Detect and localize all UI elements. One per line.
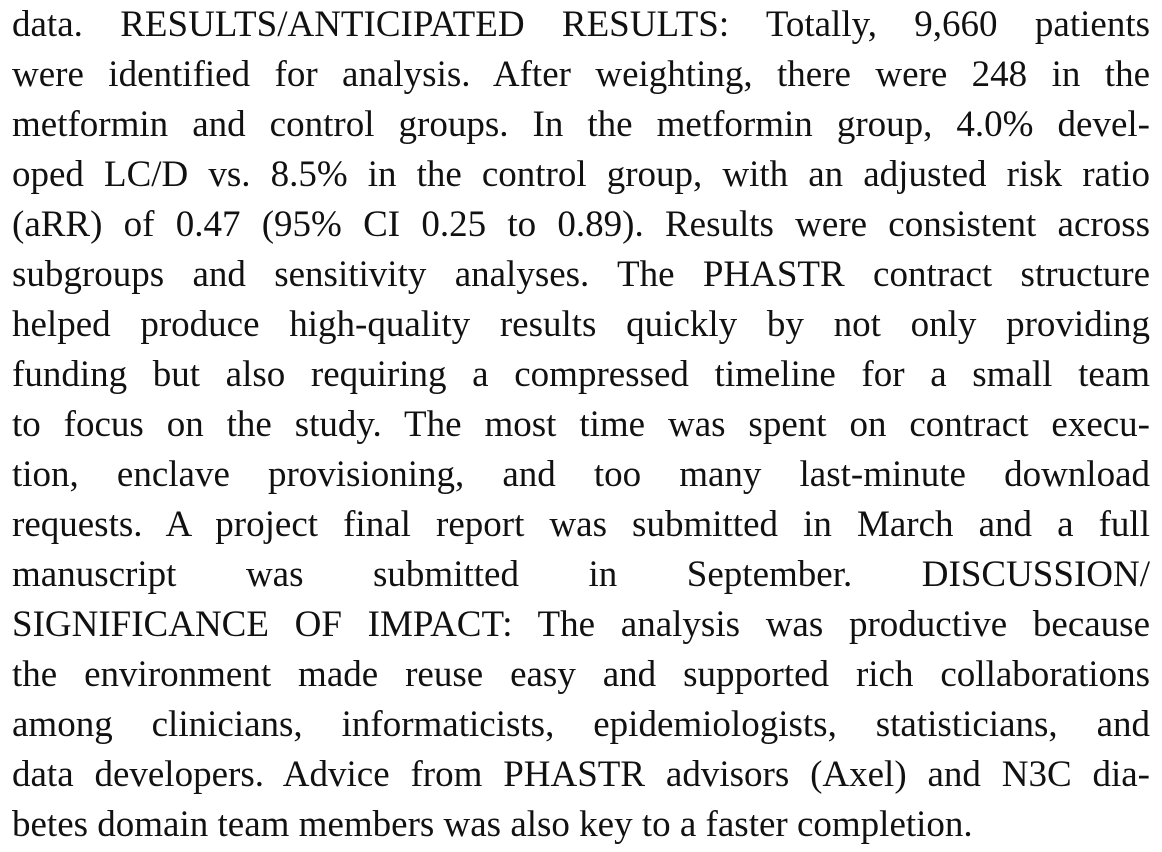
document-page: [12, 0, 1150, 852]
text-line: subgroups and sensitivity analyses. The PHASTR contract structure: [12, 254, 1150, 295]
text-line: oped LC/D vs. 8.5% in the control group, with an adjusted risk ratio: [12, 154, 1150, 195]
text-line: tion, enclave provisioning, and too many last-minute download: [12, 454, 1150, 495]
text-line: data developers. Advice from PHASTR advisors (Axel) and N3C dia-: [12, 754, 1150, 795]
text-line: metformin and control groups. In the metformin group, 4.0% devel-: [12, 104, 1150, 145]
text-line: among clinicians, informaticists, epidemiologists, statisticians, and: [12, 704, 1150, 745]
text-line: betes domain team members was also key to a faster completion.: [12, 804, 973, 845]
text-line: (aRR) of 0.47 (95% CI 0.25 to 0.89). Results were consistent across: [12, 204, 1150, 245]
text-line: data. RESULTS/ANTICIPATED RESULTS: Totally, 9,660 patients: [12, 4, 1150, 45]
text-line: SIGNIFICANCE OF IMPACT: The analysis was productive because: [12, 604, 1150, 645]
text-line: were identified for analysis. After weighting, there were 248 in the: [12, 54, 1150, 95]
text-line: helped produce high-quality results quickly by not only providing: [12, 304, 1150, 345]
text-line: the environment made reuse easy and supported rich collaborations: [12, 654, 1150, 695]
text-line: funding but also requiring a compressed timeline for a small team: [12, 354, 1150, 395]
text-line: requests. A project final report was submitted in March and a full: [12, 504, 1150, 545]
text-line: to focus on the study. The most time was spent on contract execu-: [12, 404, 1150, 445]
text-line: manuscript was submitted in September. DISCUSSION/: [12, 554, 1150, 595]
